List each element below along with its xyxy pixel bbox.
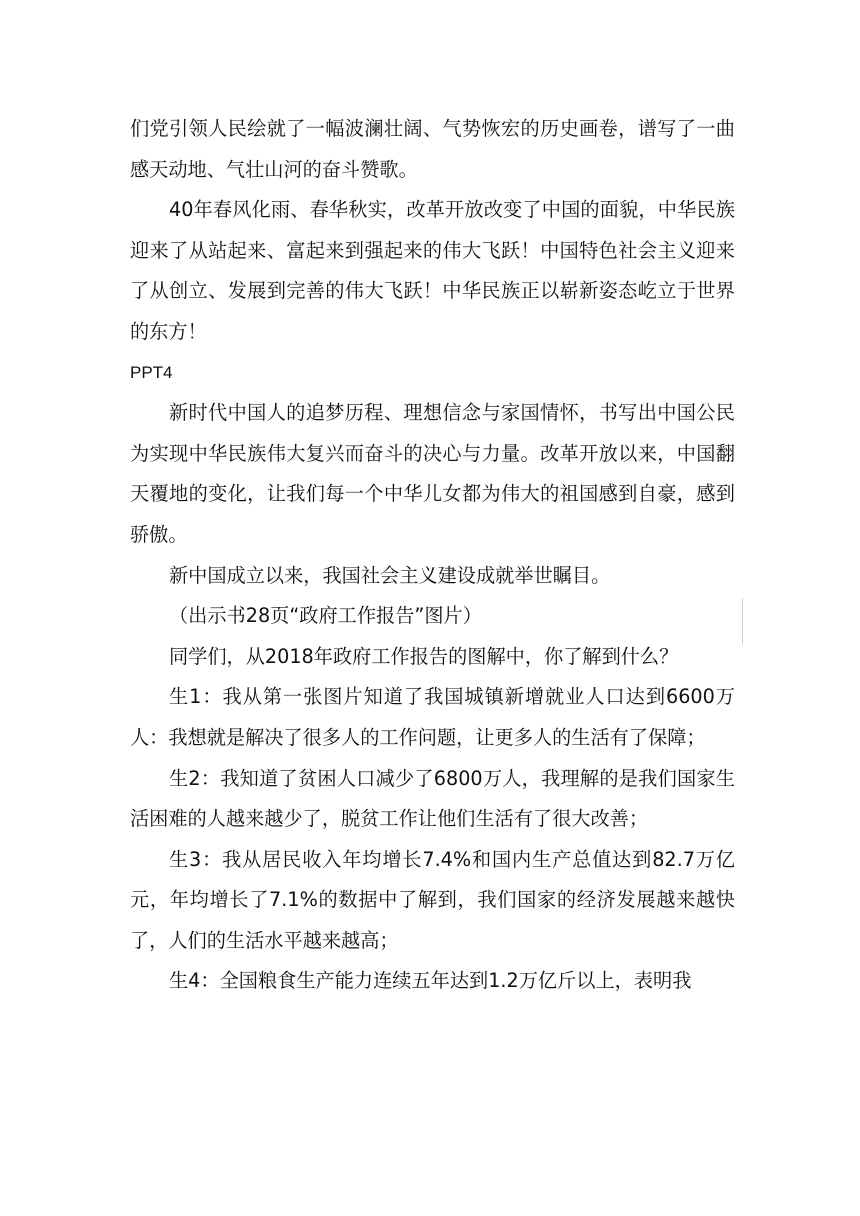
paragraph-question: 同学们，从2018年政府工作报告的图解中，你了解到什么？ [169,644,679,668]
paragraph-student-4: 生4：全国粮食生产能力连续五年达到1.2万亿斤以上，表明我 [169,969,692,993]
margin-line [742,598,743,644]
slide-label-ppt4: PPT4 [130,362,173,382]
paragraph-student-2: 生2：我知道了贫困人口减少了6800万人，我理解的是我们国家生活困难的人越来越少了，脱贫工作让他们生活有了很大改善； [130,766,735,831]
paragraph-reform-forty-years: 40年春风化雨、春华秋实，改革开放改变了中国的面貌，中华民族迎来了从站起来、富起来到强起来的伟大飞跃！中国特色社会主义迎来了从创立、发展到完善的伟大飞跃！中华民族正以崭新姿态屹立于世界的东方！ [130,198,735,343]
document-body [130,109,735,1002]
paragraph-achievements: 新中国成立以来，我国社会主义建设成就举世瞩目。 [169,563,611,587]
paragraph-continuation: 们党引领人民绘就了一幅波澜壮阔、气势恢宏的历史画卷，谱写了一曲感天动地、气壮山河的奋斗赞歌。 [130,117,735,181]
paragraph-student-3: 生3：我从居民收入年均增长7.4%和国内生产总值达到82.7万亿元，年均增长了7.1%的数据中了解到，我们国家的经济发展越来越快了，人们的生活水平越来越高； [130,847,735,952]
paragraph-new-era: 新时代中国人的追梦历程、理想信念与家国情怀，书写出中国公民为实现中华民族伟大复兴而奋斗的决心与力量。改革开放以来，中国翻天覆地的变化，让我们每一个中华儿女都为伟大的祖国感到自豪，感到骄傲。 [130,401,735,546]
paragraph-show-picture: （出示书28页“政府工作报告”图片） [169,604,482,628]
paragraph-student-1: 生1：我从第一张图片知道了我国城镇新增就业人口达到6600万人：我想就是解决了很多人的工作问题，让更多人的生活有了保障； [130,685,735,749]
